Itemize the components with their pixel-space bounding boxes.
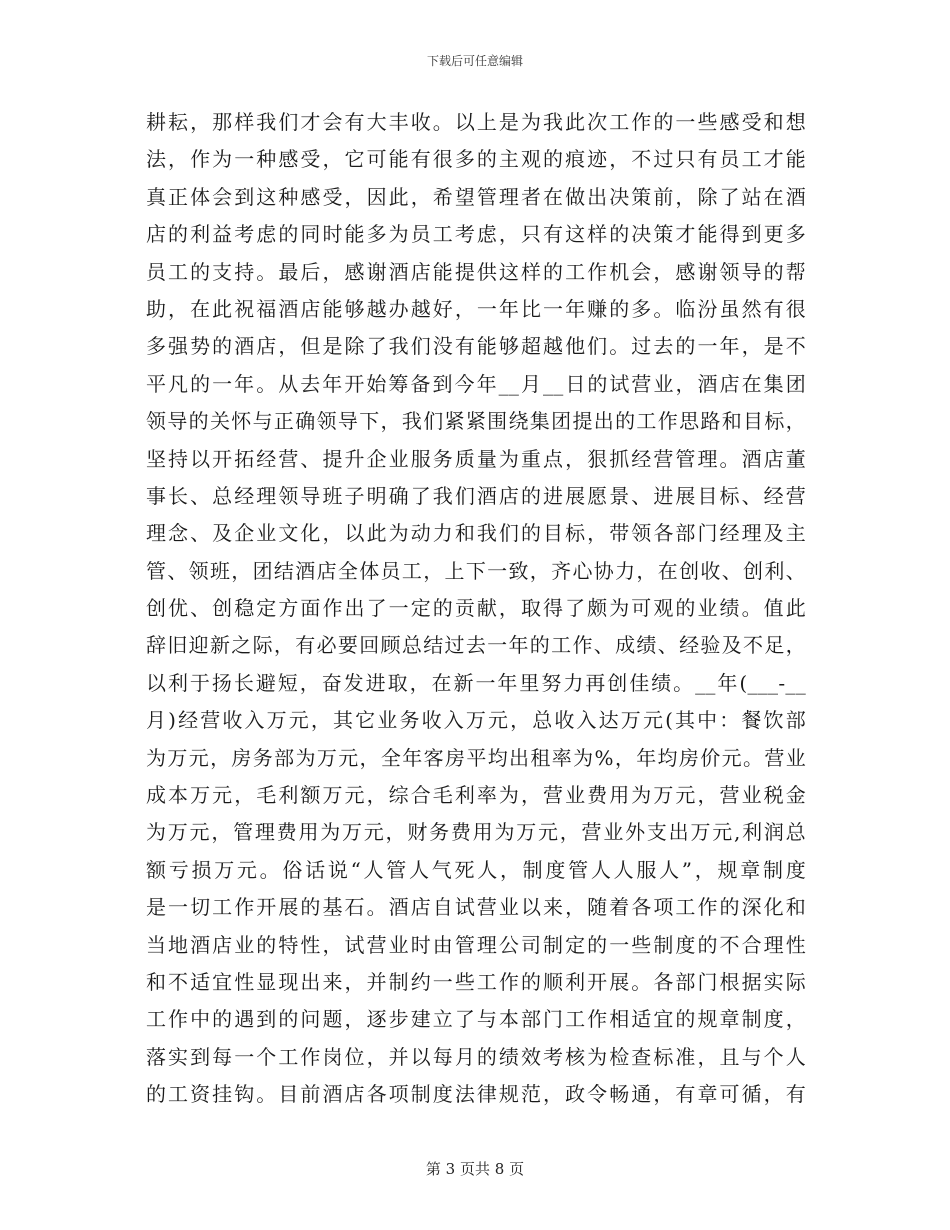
text-line: 事长、总经理领导班子明确了我们酒店的进展愿景、进展目标、经营 xyxy=(146,483,806,508)
text-line: 领导的关怀与正确领导下，我们紧紧围绕集团提出的工作思路和目标， xyxy=(146,409,806,434)
text-line: 为万元，管理费用为万元，财务费用为万元，营业外支出万元,利润总 xyxy=(146,820,806,845)
page-header: 下载后可任意编辑 xyxy=(426,54,523,68)
text-line: 额亏损万元。俗话说“人管人气死人，制度管人人服人”，规章制度 xyxy=(146,857,806,882)
text-line: 以利于扬长避短，奋发进取，在新一年里努力再创佳绩。__年(___-__ xyxy=(146,670,806,695)
text-line: 法，作为一种感受，它可能有很多的主观的痕迹，不过只有员工才能 xyxy=(146,147,806,172)
text-line: 的工资挂钩。目前酒店各项制度法律规范，政令畅通，有章可循，有 xyxy=(146,1082,806,1107)
text-line: 真正体会到这种感受，因此，希望管理者在做出决策前，除了站在酒 xyxy=(146,184,806,209)
text-line: 员工的支持。最后，感谢酒店能提供这样的工作机会，感谢领导的帮 xyxy=(146,259,806,284)
text-line: 成本万元，毛利额万元，综合毛利率为，营业费用为万元，营业税金 xyxy=(146,783,806,808)
text-line: 助，在此祝福酒店能够越办越好，一年比一年赚的多。临汾虽然有很 xyxy=(146,296,806,321)
text-line: 理念、及企业文化，以此为动力和我们的目标，带领各部门经理及主 xyxy=(146,521,806,546)
text-line: 是一切工作开展的基石。酒店自试营业以来，随着各项工作的深化和 xyxy=(146,895,806,920)
text-line: 管、领班，团结酒店全体员工，上下一致，齐心协力，在创收、创利、 xyxy=(146,558,806,583)
body-text xyxy=(146,104,806,1114)
text-line: 落实到每一个工作岗位，并以每月的绩效考核为检查标准，且与个人 xyxy=(146,1044,806,1069)
text-line: 创优、创稳定方面作出了一定的贡献，取得了颇为可观的业绩。值此 xyxy=(146,596,806,621)
text-line: 辞旧迎新之际，有必要回顾总结过去一年的工作、成绩、经验及不足， xyxy=(146,633,806,658)
text-line: 多强势的酒店，但是除了我们没有能够超越他们。过去的一年，是不 xyxy=(146,334,806,359)
text-line: 工作中的遇到的问题，逐步建立了与本部门工作相适宜的规章制度， xyxy=(146,1007,806,1032)
text-line: 坚持以开拓经营、提升企业服务质量为重点，狠抓经营管理。酒店董 xyxy=(146,446,806,471)
text-line: 耕耘，那样我们才会有大丰收。以上是为我此次工作的一些感受和想 xyxy=(146,110,806,134)
text-line: 为万元，房务部为万元，全年客房平均出租率为%，年均房价元。营业 xyxy=(146,745,806,770)
page-footer: 第 3 页共 8 页 xyxy=(425,1160,525,1178)
text-line: 平凡的一年。从去年开始筹备到今年__月__日的试营业，酒店在集团 xyxy=(146,371,806,396)
text-line: 当地酒店业的特性，试营业时由管理公司制定的一些制度的不合理性 xyxy=(146,932,806,957)
text-line: 和不适宜性显现出来，并制约一些工作的顺利开展。各部门根据实际 xyxy=(146,969,806,994)
text-line: 月)经营收入万元，其它业务收入万元，总收入达万元(其中：餐饮部 xyxy=(146,708,806,733)
text-line: 店的利益考虑的同时能多为员工考虑，只有这样的决策才能得到更多 xyxy=(146,222,806,247)
